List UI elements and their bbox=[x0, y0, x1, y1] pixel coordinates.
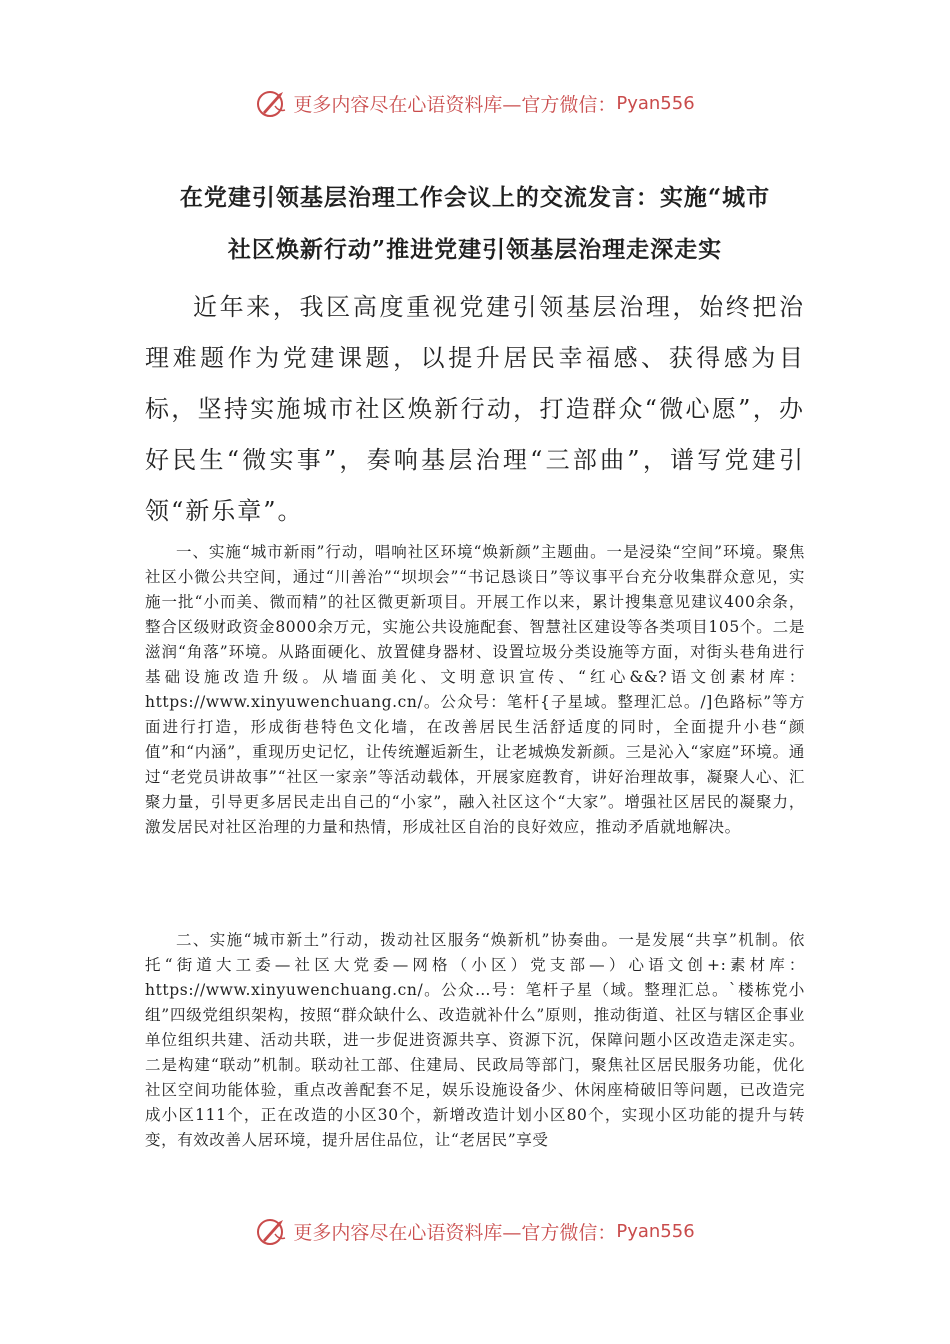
intro-paragraph: 近年来，我区高度重视党建引领基层治理，始终把治理难题作为党建课题，以提升居民幸福感、获得感为目标，坚持实施城市社区焕新行动，打造群众“微心愿”，办好民生“微实事”，奏响基层治理“三部曲”，谱写党建引领“新乐章”。 bbox=[145, 293, 805, 525]
banner-text: 更多内容尽在心语资料库—官方微信： bbox=[293, 1221, 617, 1244]
footer-watermark-banner bbox=[0, 1214, 950, 1248]
title-line-1: 在党建引领基层治理工作会议上的交流发言：实施“城市 bbox=[179, 184, 771, 211]
document-title bbox=[145, 172, 805, 276]
pen-logo-icon bbox=[255, 1214, 289, 1248]
body-paragraph-1: 一、实施“城市新雨”行动，唱响社区环境“焕新颜”主题曲。一是浸染“空间”环境。聚焦社区小微公共空间，通过“川善治”“坝坝会”“书记恳谈日”等议事平台充分收集群众意见，实施一批“小而美、微而精”的社区微更新项目。开展工作以来，累计搜集意见建议400余条，整合区级财政资金8000余万元，实施公共设施配套、智慧社区建设等各类项目105个。二是滋润“角落”环境。从路面硬化、放置健身器材、设置垃圾分类设施等方面，对街头巷角进行基础设施改造升级。从墙面美化、文明意识宣传、“红心&&?语文创素材库：https://www.xinyuwenchuang.cn/。公众号：笔杆{子星域。整理汇总。/]色路标”等方面进行打造，形成街巷特色文化墙，在改善居民生活舒适度的同时，全面提升小巷“颜值”和“内涵”，重现历史记忆，让传统邂逅新生，让老城焕发新颜。三是沁入“家庭”环境。通过“老党员讲故事”“社区一家亲”等活动载体，开展家庭教育，讲好治理故事，凝聚人心、汇聚力量，引导更多居民走出自己的“小家”，融入社区这个“大家”。增强社区居民的凝聚力，激发居民对社区治理的力量和热情，形成社区自治的良好效应，推动矛盾就地解决。 bbox=[145, 543, 805, 836]
pen-logo-icon bbox=[255, 86, 289, 120]
title-line-2: 社区焕新行动”推进党建引领基层治理走深走实 bbox=[227, 236, 723, 263]
header-watermark-banner bbox=[0, 86, 950, 120]
banner-wechat-id: Pyan556 bbox=[616, 92, 695, 114]
banner-wechat-id: Pyan556 bbox=[616, 1220, 695, 1242]
body-paragraph-2: 二、实施“城市新土”行动，拨动社区服务“焕新机”协奏曲。一是发展“共享”机制。依托“街道大工委—社区大党委—网格（小区）党支部—）心语文创+:素材库：https://www.xinyuwenchuang.cn/。公众…号：笔杆子星（域。整理汇总。`楼栋党小组”四级党组织架构，按照“群众缺什么、改造就补什么”原则，推动街道、社区与辖区企事业单位组织共建、活动共联，进一步促进资源共享、资源下沉，保障问题小区改造走深走实。二是构建“联动”机制。联动社工部、住建局、民政局等部门，聚焦社区居民服务功能，优化社区空间功能体验，重点改善配套不足，娱乐设施设备少、休闲座椅破旧等问题，已改造完成小区111个，正在改造的小区30个，新增改造计划小区80个，实现小区功能的提升与转变，有效改善人居环境，提升居住品位，让“老居民”享受 bbox=[145, 931, 805, 1149]
banner-text: 更多内容尽在心语资料库—官方微信： bbox=[293, 93, 617, 116]
